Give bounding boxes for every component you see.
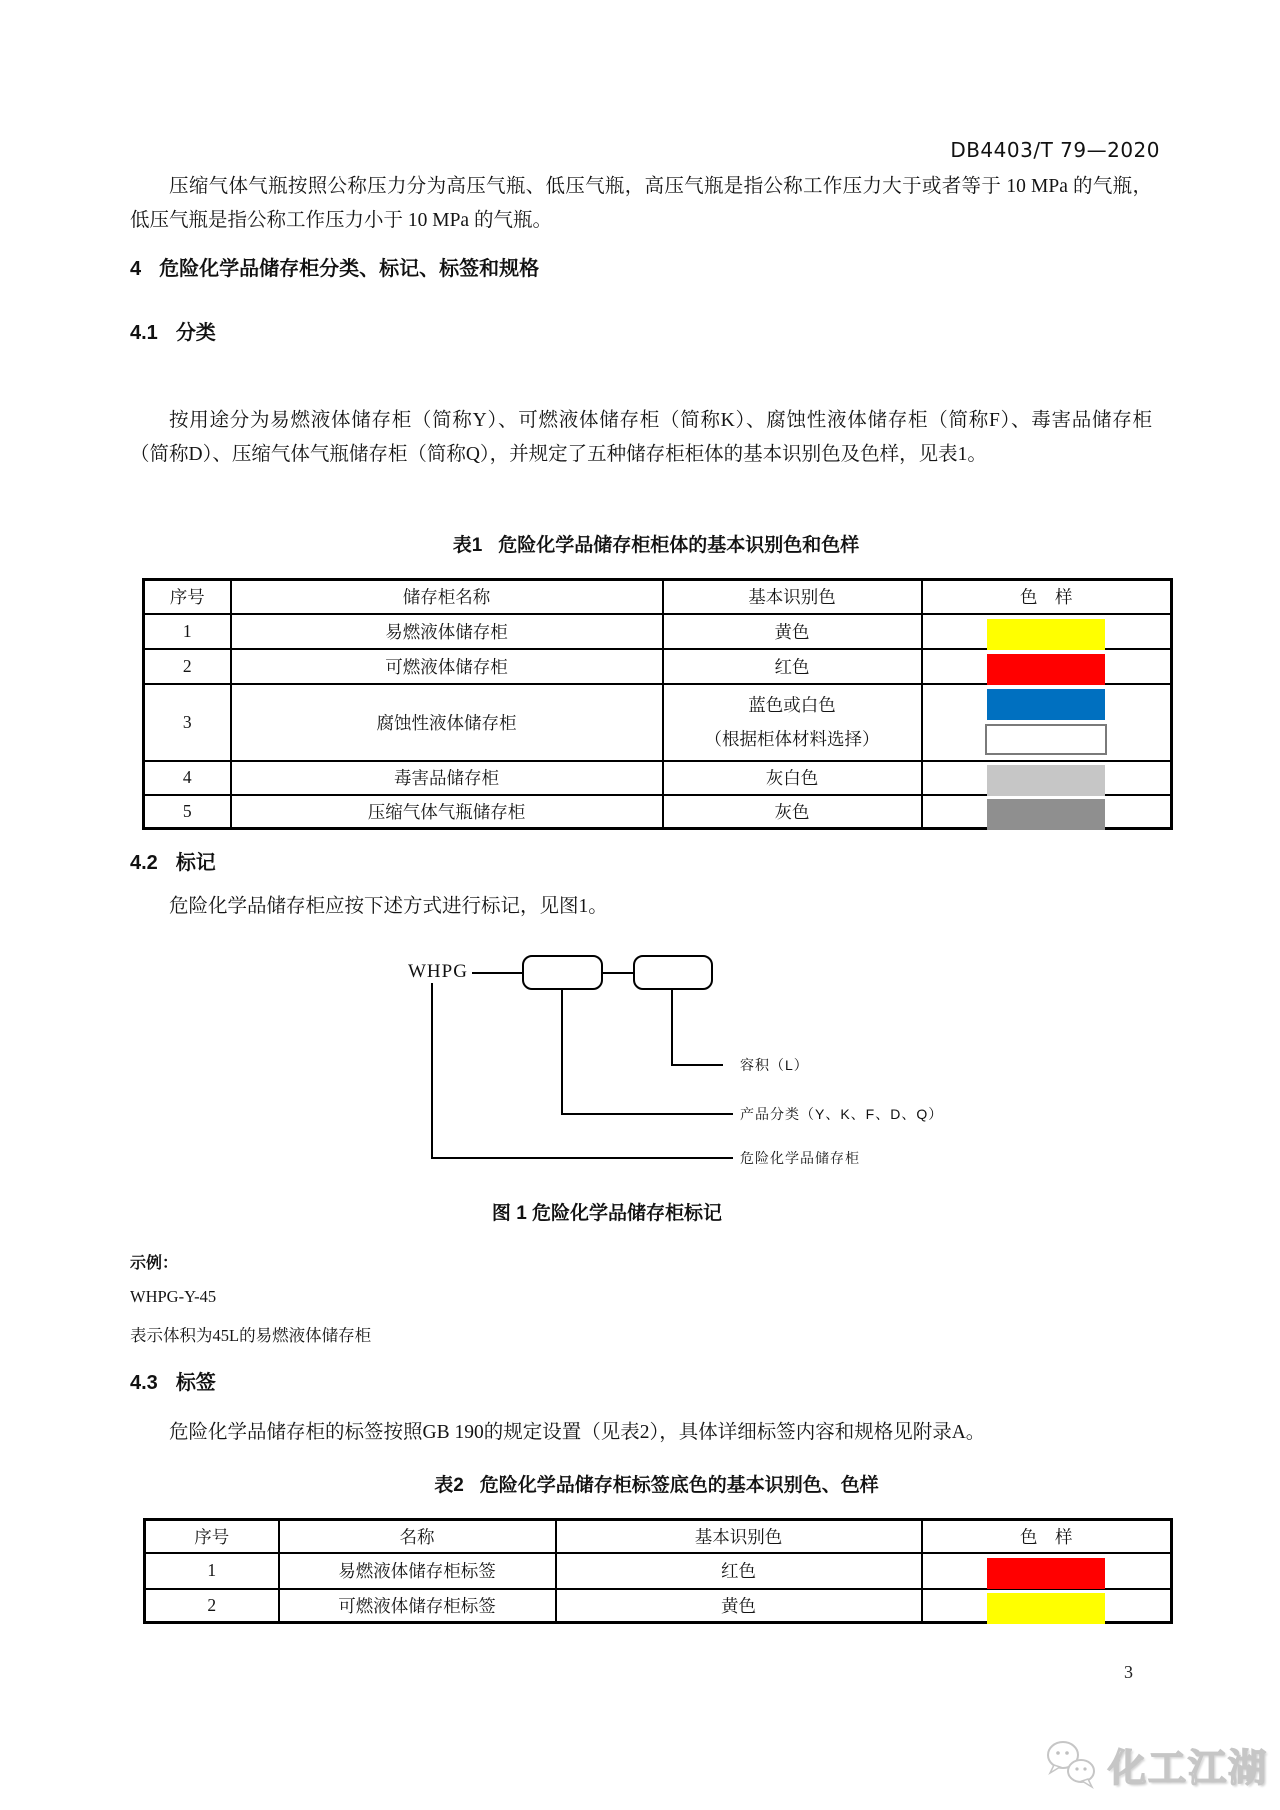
table1-row3-name: 腐蚀性液体储存柜 [231,684,663,761]
table1-header-sample: 色 样 [922,580,1172,614]
table2-header-no: 序号 [145,1520,279,1553]
figure-leader-line [561,1113,733,1115]
figure-connector-line [472,972,522,974]
section-4-2-number: 4.2 [130,852,158,874]
table2-row1-name: 易燃液体储存柜标签 [279,1553,556,1589]
watermark-text: 化工江湖 [1107,1747,1268,1790]
table2-title-text: 危险化学品储存柜标签底色的基本识别色、色样 [479,1475,879,1496]
table-row [144,684,1172,761]
page-number: 3 [1124,1662,1133,1682]
table2-row2-name: 可燃液体储存柜标签 [279,1589,556,1623]
table1-row2-name: 可燃液体储存柜 [231,649,663,684]
table2 [143,1518,1173,1624]
color-swatch-yellow [987,1593,1105,1624]
table1-header-name: 储存柜名称 [231,580,663,614]
table1-header-row [144,580,1172,614]
table1-title [142,530,1170,557]
table1-row4-sample [922,761,1172,795]
figure-leader-line [671,990,673,1066]
figure-leader-line [561,990,563,1115]
color-swatch-lightgray [987,765,1105,796]
figure-label-volume: 容积（L） [740,1057,809,1073]
table-row [144,649,1172,684]
section-4-1-paragraph: 按用途分为易燃液体储存柜（简称Y）、可燃液体储存柜（简称K）、腐蚀性液体储存柜（简称F）、毒害品储存柜（简称D）、压缩气体气瓶储存柜（简称Q），并规定了五种储存柜柜体的基本识别色及色样，见表1。 [130,410,1152,465]
color-swatch-white [985,724,1107,755]
table1 [142,578,1173,830]
table1-header-no: 序号 [144,580,231,614]
example-description: 表示体积为45L的易燃液体储存柜 [130,1326,372,1345]
table2-row2-no: 2 [145,1589,279,1623]
table1-row3-color [663,684,922,761]
section-4-2-paragraph: 危险化学品储存柜应按下述方式进行标记，见图1。 [169,896,608,917]
section-4-2-heading [130,846,216,875]
table2-header-color: 基本识别色 [556,1520,922,1553]
table1-header-color: 基本识别色 [663,580,922,614]
table1-number: 表1 [452,535,483,556]
table1-row3-color-line2: （根据柜体材料选择） [704,729,880,749]
table1-row3-no: 3 [144,684,231,761]
table2-header-name: 名称 [279,1520,556,1553]
table2-row2-color: 黄色 [556,1589,922,1623]
example-code: WHPG-Y-45 [130,1287,217,1306]
section-4-3-number: 4.3 [130,1372,158,1394]
table1-row5-color: 灰色 [663,795,922,829]
table1-row4-color: 灰白色 [663,761,922,795]
color-swatch-yellow [987,619,1105,650]
figure1-diagram [0,950,1280,1195]
example-label: 示例： [130,1255,179,1272]
table2-title [143,1470,1170,1497]
figure1-prefix: WHPG [408,961,468,982]
table1-row1-sample [922,614,1172,649]
table1-row1-color: 黄色 [663,614,922,649]
section-4-heading [130,252,539,281]
table1-row1-name: 易燃液体储存柜 [231,614,663,649]
table1-row3-color-line1: 蓝色或白色 [748,695,836,715]
wechat-icon [1040,1733,1102,1795]
table-row [144,795,1172,829]
table-row [145,1589,1172,1623]
doc-number: DB4403/T 79—2020 [950,138,1160,162]
section-4-2-title: 标记 [175,852,216,874]
table2-row1-no: 1 [145,1553,279,1589]
section-4-3-paragraph: 危险化学品储存柜的标签按照GB 190的规定设置（见表2），具体详细标签内容和规格见附录A。 [169,1422,986,1443]
table-row [144,614,1172,649]
figure-leader-line [431,1157,733,1159]
table1-row3-sample [922,684,1172,761]
table1-row2-sample [922,649,1172,684]
table1-row4-name: 毒害品储存柜 [231,761,663,795]
table2-row1-sample [922,1553,1172,1589]
table1-row5-name: 压缩气体气瓶储存柜 [231,795,663,829]
section-4-1-heading [130,316,216,345]
table1-row2-no: 2 [144,649,231,684]
table-row [145,1553,1172,1589]
color-swatch-gray [987,799,1105,830]
color-swatch-red [987,654,1105,685]
table2-row1-color: 红色 [556,1553,922,1589]
figure-box-volume [633,955,713,990]
color-swatch-blue [987,689,1105,720]
section-4-title: 危险化学品储存柜分类、标记、标签和规格 [159,258,540,280]
table2-header-sample: 色 样 [922,1520,1172,1553]
watermark [1040,1733,1268,1795]
figure-label-category: 产品分类（Y、K、F、D、Q） [740,1106,944,1122]
table1-row1-no: 1 [144,614,231,649]
color-swatch-red [987,1558,1105,1589]
intro-paragraph: 压缩气体气瓶按照公称压力分为高压气瓶、低压气瓶，高压气瓶是指公称工作压力大于或者等于 10 MPa 的气瓶，低压气瓶是指公称工作压力小于 10 MPa 的气瓶。 [130,176,1152,231]
swatch-stack [923,689,1171,755]
table1-title-text: 危险化学品储存柜柜体的基本识别色和色样 [498,535,860,556]
figure1-caption: 图 1 危险化学品储存柜标记 [491,1203,723,1224]
table1-row5-sample [922,795,1172,829]
table1-row5-no: 5 [144,795,231,829]
section-4-3-title: 标签 [175,1372,216,1394]
table1-row2-color: 红色 [663,649,922,684]
section-4-1-number: 4.1 [130,322,158,344]
table2-header-row [145,1520,1172,1553]
figure-leader-line [431,983,433,1159]
section-4-3-heading [130,1366,216,1395]
section-4-number: 4 [130,258,142,280]
figure-leader-line [671,1064,723,1066]
section-4-1-title: 分类 [175,322,216,344]
table2-row2-sample [922,1589,1172,1623]
figure-connector-line [603,972,633,974]
table2-number: 表2 [434,1475,464,1496]
table1-row4-no: 4 [144,761,231,795]
table-row [144,761,1172,795]
figure-label-cabinet: 危险化学品储存柜 [740,1150,860,1166]
figure-box-category [522,955,603,990]
